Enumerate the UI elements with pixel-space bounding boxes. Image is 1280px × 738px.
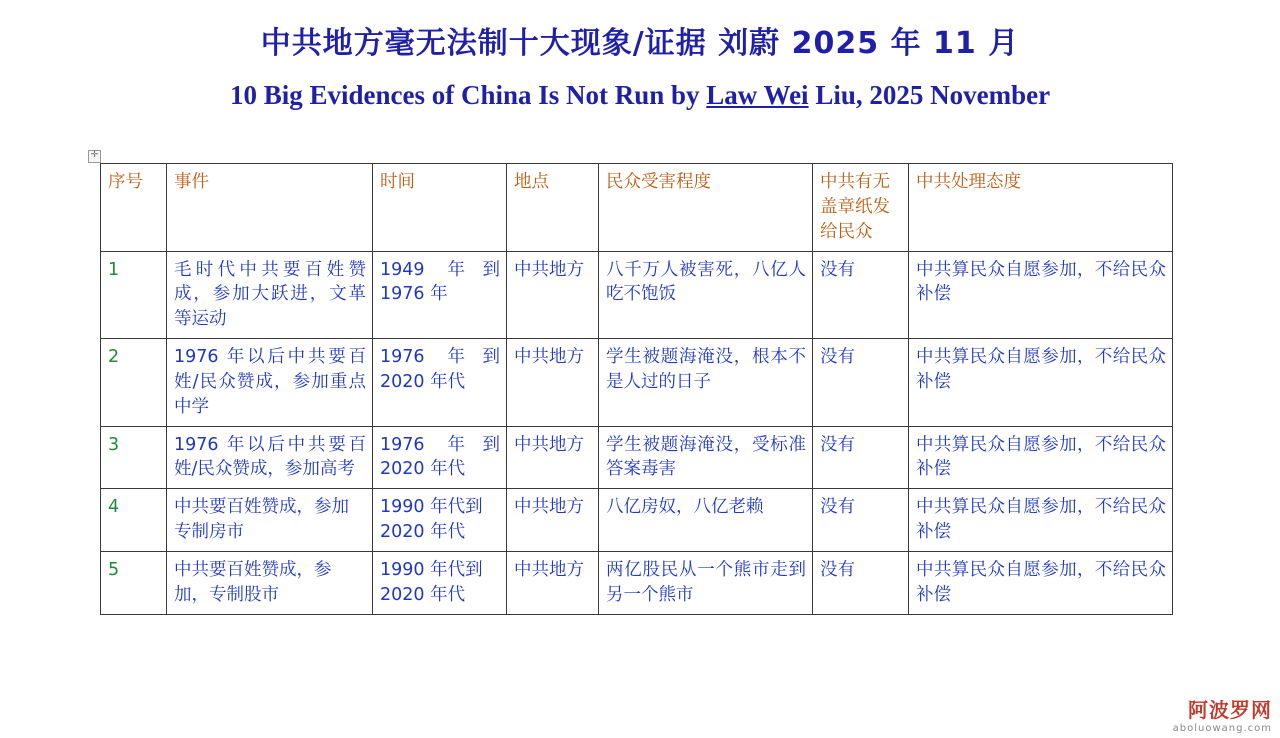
page-title-chinese: 中共地方毫无法制十大现象/证据 刘蔚 2025 年 11 月 (260, 26, 1020, 61)
cell-attitude: 中共算民众自愿参加，不给民众补偿 (909, 339, 1173, 427)
evidence-table-container (100, 163, 1172, 615)
column-header-time: 时间 (373, 164, 507, 252)
cell-place: 中共地方 (507, 551, 599, 614)
column-header-place: 地点 (507, 164, 599, 252)
cell-paper: 没有 (813, 551, 909, 614)
cell-time: 1990 年代到 2020 年代 (373, 551, 507, 614)
cell-time: 1976 年到 2020 年代 (373, 426, 507, 489)
table-row (101, 489, 1173, 552)
cell-harm: 两亿股民从一个熊市走到另一个熊市 (599, 551, 813, 614)
watermark-sub: aboluowang.com (1172, 723, 1272, 734)
cell-time: 1990 年代到 2020 年代 (373, 489, 507, 552)
cell-paper: 没有 (813, 339, 909, 427)
table-row (101, 551, 1173, 614)
column-header-harm: 民众受害程度 (599, 164, 813, 252)
cell-place: 中共地方 (507, 251, 599, 339)
cell-time: 1976 年到 2020 年代 (373, 339, 507, 427)
cell-place: 中共地方 (507, 339, 599, 427)
cell-attitude: 中共算民众自愿参加，不给民众补偿 (909, 251, 1173, 339)
title-english-prefix: 10 Big Evidences of China Is Not Run by (229, 80, 707, 110)
cell-index: 5 (101, 551, 167, 614)
cell-harm: 学生被题海淹没，根本不是人过的日子 (599, 339, 813, 427)
cell-event: 中共要百姓赞成，参加专制房市 (167, 489, 373, 552)
evidence-table (100, 163, 1173, 615)
cell-attitude: 中共算民众自愿参加，不给民众补偿 (909, 426, 1173, 489)
column-header-paper: 中共有无盖章纸发给民众 (813, 164, 909, 252)
cell-paper: 没有 (813, 251, 909, 339)
table-row (101, 426, 1173, 489)
table-row (101, 251, 1173, 339)
cell-event: 中共要百姓赞成，参加，专制股市 (167, 551, 373, 614)
cell-place: 中共地方 (507, 426, 599, 489)
cell-index: 4 (101, 489, 167, 552)
watermark-main: 阿波罗网 (1188, 698, 1272, 722)
table-row (101, 339, 1173, 427)
cell-attitude: 中共算民众自愿参加，不给民众补偿 (909, 551, 1173, 614)
title-english-underlined: Law Wei (706, 80, 809, 110)
cell-time: 1949 年到 1976 年 (373, 251, 507, 339)
cell-index: 1 (101, 251, 167, 339)
cell-index: 3 (101, 426, 167, 489)
column-header-index: 序号 (101, 164, 167, 252)
cell-paper: 没有 (813, 426, 909, 489)
table-move-handle[interactable]: ✛ (88, 150, 101, 163)
page-title-english (0, 80, 1280, 111)
watermark (1173, 694, 1272, 734)
cell-event: 1976 年以后中共要百姓/民众赞成，参加高考 (167, 426, 373, 489)
cell-attitude: 中共算民众自愿参加，不给民众补偿 (909, 489, 1173, 552)
title-english-suffix: Liu, 2025 November (808, 80, 1051, 110)
cell-index: 2 (101, 339, 167, 427)
cell-harm: 八千万人被害死，八亿人吃不饱饭 (599, 251, 813, 339)
column-header-event: 事件 (167, 164, 373, 252)
table-header-row (101, 164, 1173, 252)
cell-harm: 八亿房奴，八亿老赖 (599, 489, 813, 552)
cell-event: 1976 年以后中共要百姓/民众赞成，参加重点中学 (167, 339, 373, 427)
column-header-attitude: 中共处理态度 (909, 164, 1173, 252)
cell-paper: 没有 (813, 489, 909, 552)
cell-event: 毛时代中共要百姓赞成，参加大跃进，文革等运动 (167, 251, 373, 339)
cell-place: 中共地方 (507, 489, 599, 552)
cell-harm: 学生被题海淹没，受标准答案毒害 (599, 426, 813, 489)
